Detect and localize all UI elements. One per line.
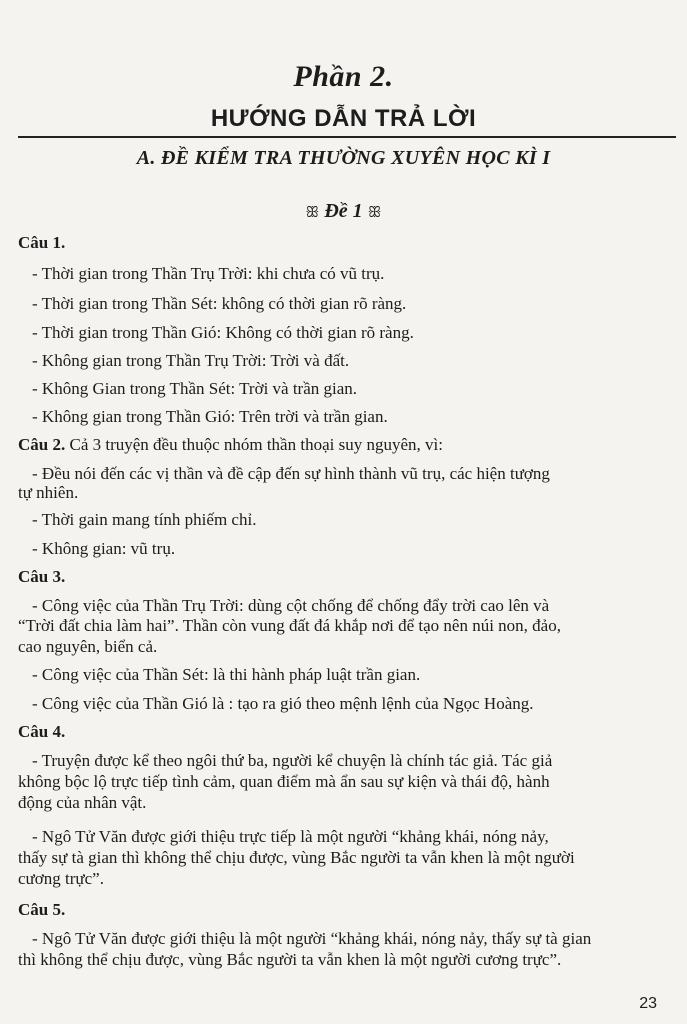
q5-item: thì không thể chịu được, vùng Bắc người ta vẫn khen là một người cương trực”.: [18, 950, 562, 969]
main-title: HƯỚNG DẪN TRẢ LỜI: [210, 105, 477, 132]
q3-item: - Công việc của Thần Sét: là thi hành pháp luật trần gian.: [32, 665, 421, 684]
ornament-right-icon: ꕥ: [367, 205, 382, 221]
page-number: 23: [639, 995, 657, 1012]
q4-label: Câu 4.: [18, 722, 66, 741]
q2-item: - Thời gain mang tính phiếm chỉ.: [32, 510, 257, 529]
q4-item: thấy sự tà gian thì không thể chịu được, vùng Bắc người ta vẫn khen là một người: [18, 848, 575, 867]
q3-item: “Trời đất chia làm hai”. Thần còn vung đất đá khắp nơi để tạo nên núi non, đảo,: [18, 616, 561, 635]
q3-label: Câu 3.: [18, 567, 66, 586]
exam-title: [0, 200, 687, 223]
q1-item: - Thời gian trong Thần Gió: Không có thời gian rõ ràng.: [32, 323, 414, 342]
q3-item: - Công việc của Thần Gió là : tạo ra gió theo mệnh lệnh của Ngọc Hoàng.: [32, 694, 534, 713]
q4-item: - Ngô Tử Văn được giới thiệu trực tiếp là một người “khảng khái, nóng nảy,: [32, 827, 549, 846]
q5-label: Câu 5.: [18, 900, 66, 919]
q1-item: - Không gian trong Thần Trụ Trời: Trời và đất.: [32, 351, 350, 370]
q3-item: cao nguyên, biển cả.: [18, 637, 158, 656]
q4-item: động của nhân vật.: [18, 793, 147, 812]
part-title: Phần 2.: [293, 60, 394, 93]
q2-item: tự nhiên.: [18, 483, 79, 502]
title-divider: [18, 136, 676, 138]
q4-item: không bộc lộ trực tiếp tình cảm, quan điểm mà ẩn sau sự kiện và thái độ, hành: [18, 772, 550, 791]
q3-item: - Công việc của Thần Trụ Trời: dùng cột chống để chống đẩy trời cao lên và: [32, 596, 550, 615]
q1-item: - Không gian trong Thần Gió: Trên trời và trần gian.: [32, 407, 388, 426]
q2-item: - Không gian: vũ trụ.: [32, 539, 176, 558]
section-title: A. ĐỀ KIỂM TRA THƯỜNG XUYÊN HỌC KÌ I: [136, 147, 551, 169]
q1-item: - Thời gian trong Thần Sét: không có thời gian rõ ràng.: [32, 294, 407, 313]
q1-item: - Thời gian trong Thần Trụ Trời: khi chưa có vũ trụ.: [32, 264, 385, 283]
q2-item: - Đều nói đến các vị thần và đề cập đến sự hình thành vũ trụ, các hiện tượng: [32, 464, 550, 483]
q4-item: cương trực”.: [18, 869, 104, 888]
q1-label: Câu 1.: [18, 233, 66, 252]
q5-item: - Ngô Tử Văn được giới thiệu là một người “khảng khái, nóng nảy, thấy sự tà gian: [32, 929, 592, 948]
q2-line: [18, 434, 668, 456]
ornament-left-icon: ꕥ: [305, 205, 320, 221]
q4-item: - Truyện được kể theo ngôi thứ ba, người kể chuyện là chính tác giả. Tác giả: [32, 751, 553, 770]
q1-item: - Không Gian trong Thần Sét: Trời và trần gian.: [32, 379, 358, 398]
exam-title-text: Đề 1: [324, 200, 363, 222]
q2-intro: Cả 3 truyện đều thuộc nhóm thần thoại suy nguyên, vì:: [69, 435, 443, 454]
q2-label: Câu 2.: [18, 435, 66, 454]
